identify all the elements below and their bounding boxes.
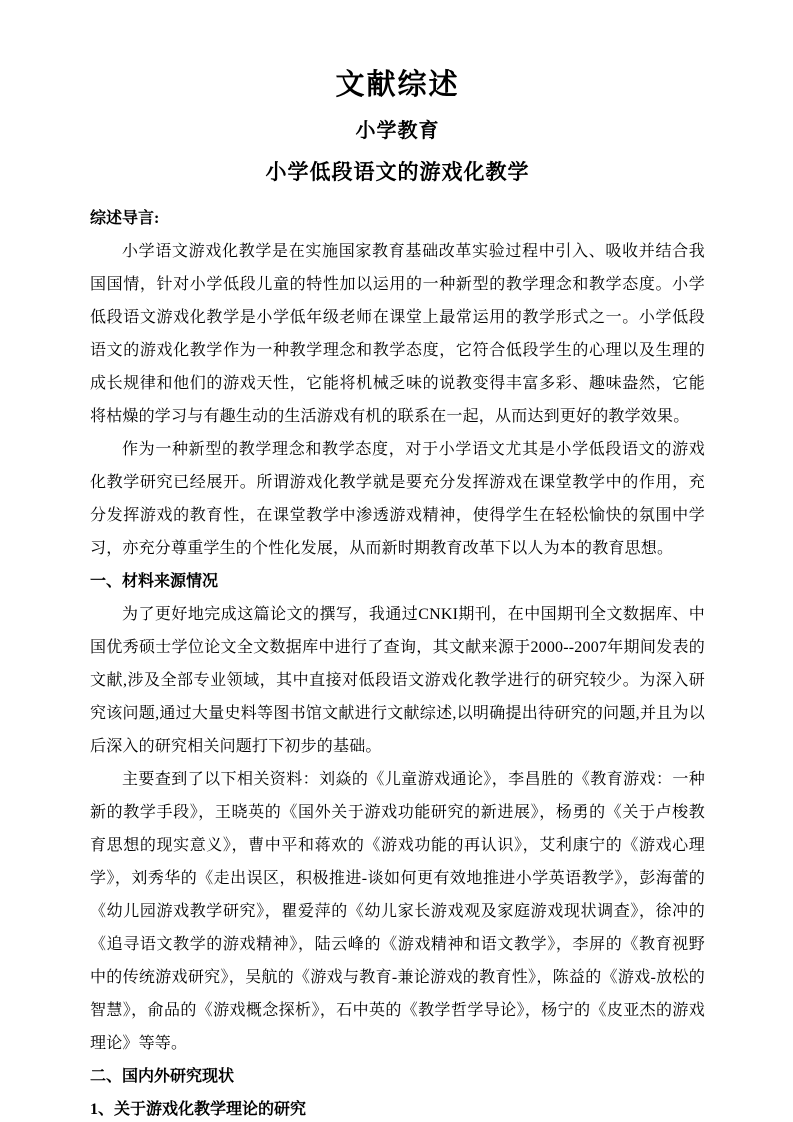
section-1-paragraph-2: 主要查到了以下相关资料：刘焱的《儿童游戏通论》，李昌胜的《教育游戏：一种新的教学手段》，王晓英的《国外关于游戏功能研究的新进展》，杨勇的《关于卢梭教育思想的现实意义》，曹中平和蒋欢的《游戏功能的再认识》，艾利康宁的《游戏心理学》，刘秀华的《走出误区，积极推进-谈如何更有效地推进小学英语教学》，彭海蕾的《幼儿园游戏教学研究》，瞿爱萍的《幼儿家长游戏观及家庭游戏现状调查》，徐冲的《追寻语文教学的游戏精神》，陆云峰的《游戏精神和语文教学》，李屏的《教育视野中的传统游戏研究》，吴航的《游戏与教育-兼论游戏的教育性》，陈益的《游戏-放松的智慧》，俞品的《游戏概念探析》，石中英的《教学哲学导论》，杨宁的《皮亚杰的游戏理论》等等。 — [90, 771, 705, 1052]
section-1-heading: 一、材料来源情况 — [90, 573, 219, 590]
document-topic-line: 小学低段语文的游戏化教学 — [265, 161, 530, 184]
section-2-heading: 二、国内外研究现状 — [90, 1068, 235, 1085]
section-1-paragraph-1: 为了更好地完成这篇论文的撰写，我通过CNKI期刊，在中国期刊全文数据库、中国优秀硕士学位论文全文数据库中进行了查询，其文献来源于2000--2007年期间发表的文献,涉及全部专业领域，其中直接对低段语文游戏化教学进行的研究较少。为深入研究该问题,通过大量史料等图书馆文献进行文献综述,以明确提出待研究的问题,并且为以后深入的研究相关问题打下初步的基础。 — [90, 606, 705, 755]
document-title: 文献综述 — [335, 69, 460, 101]
intro-paragraph-2: 作为一种新型的教学理念和教学态度，对于小学语文尤其是小学低段语文的游戏化教学研究已经展开。所谓游戏化教学就是要充分发挥游戏在课堂教学中的作用，充分发挥游戏的教育性，在课堂教学中渗透游戏精神，使得学生在轻松愉快的氛围中学习，亦充分尊重学生的个性化发展，从而新时期教育改革下以人为本的教育思想。 — [90, 441, 705, 557]
section-2-subheading: 1、关于游戏化教学理论的研究 — [90, 1101, 307, 1118]
intro-paragraph-1: 小学语文游戏化教学是在实施国家教育基础改革实验过程中引入、吸收并结合我国国情，针对小学低段儿童的特性加以运用的一种新型的教学理念和教学态度。小学低段语文游戏化教学是小学低年级老师在课堂上最常运用的教学形式之一。小学低段语文的游戏化教学作为一种教学理念和教学态度，它符合低段学生的心理以及生理的成长规律和他们的游戏天性，它能将机械乏味的说教变得丰富多彩、趣味盎然，它能将枯燥的学习与有趣生动的生活游戏有机的联系在一起，从而达到更好的教学效果。 — [90, 243, 705, 425]
document-major-line: 小学教育 — [355, 120, 440, 142]
intro-heading: 综述导言: — [90, 210, 160, 227]
